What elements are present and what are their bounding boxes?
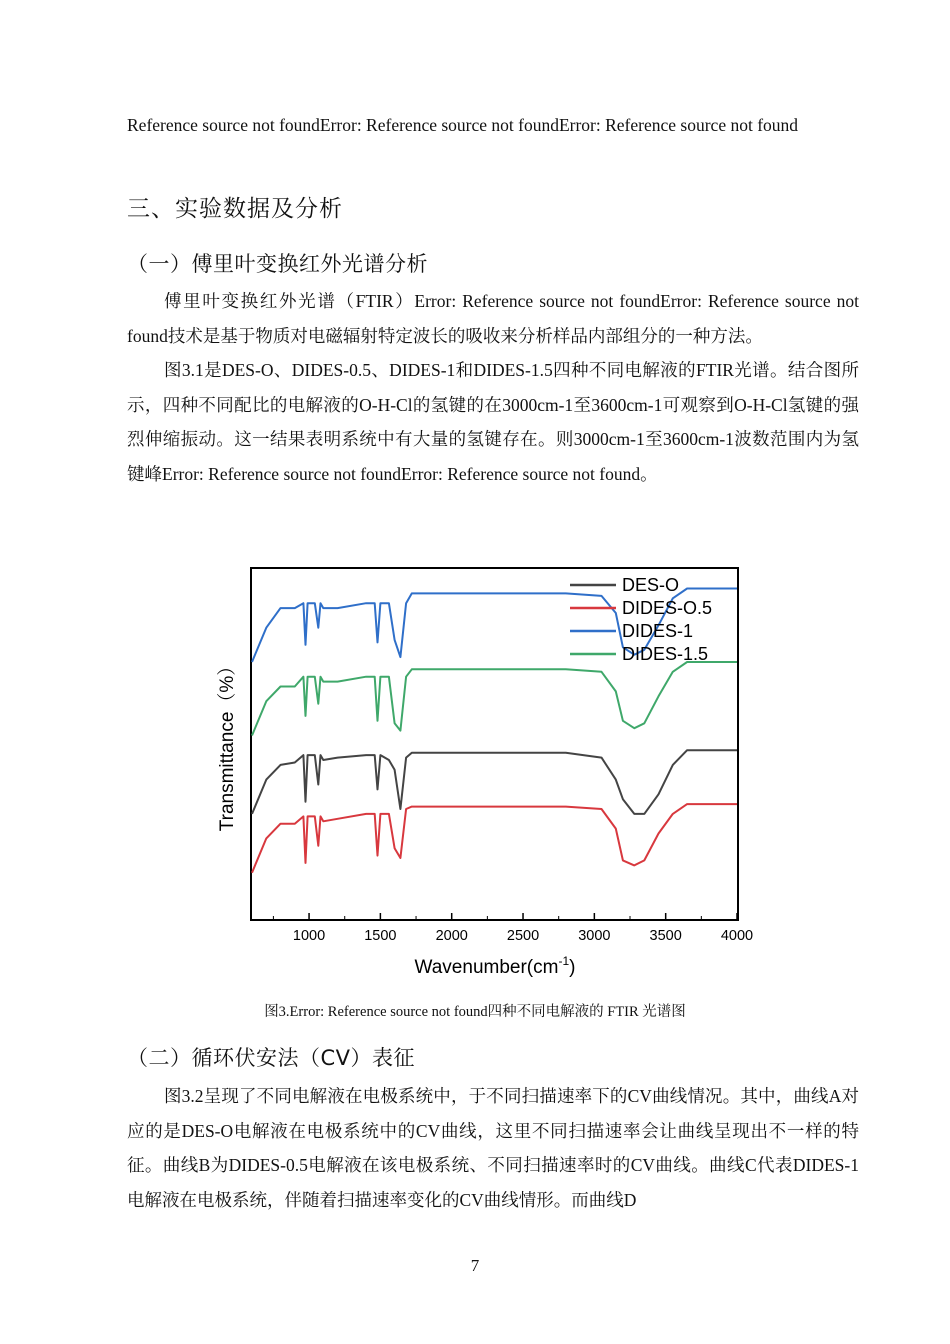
legend-label: DES-O: [622, 575, 680, 595]
intro-paragraph: Reference source not foundError: Reference source not foundError: Reference source not found: [127, 115, 799, 135]
x-axis-label: [415, 954, 576, 978]
paragraph-ftir-intro: 傅里叶变换红外光谱（FTIR）Error: Reference source not foundError: Reference source not found技术是基于物质对电磁辐射特定波长的吸收来分析样品内部组分的一种方法。: [127, 291, 859, 346]
legend-label: DIDES-O.5: [622, 598, 713, 618]
x-axis-label-end: ): [569, 957, 576, 978]
paragraph-ftir-analysis: 图3.1是DES-O、DIDES-0.5、DIDES-1和DIDES-1.5四种不同电解液的FTIR光谱。结合图所示，四种不同配比的电解液的O-H-Cl的氢键的在3000cm-1至3600cm-1可观察到O-H-Cl氢键的强烈伸缩振动。这一结果表明系统中有大量的氢键存在。则3000cm-1至3600cm-1波数范围内为氢键峰Error: Reference source not foundError: Reference source not found。: [127, 360, 859, 484]
figure-caption: 图3.Error: Reference source not found四种不同电解液的 FTIR 光谱图: [264, 1004, 686, 1020]
x-tick-label: 1000: [292, 928, 326, 944]
x-axis-label-main: Wavenumber(cm: [414, 957, 559, 978]
x-tick-label: 2500: [506, 928, 540, 944]
x-tick-label: 3500: [649, 928, 682, 944]
page-number: 7: [470, 1256, 480, 1275]
x-tick-label: 3000: [578, 928, 611, 944]
legend-label: DIDES-1.5: [622, 644, 709, 664]
ftir-chart: [200, 560, 780, 990]
legend-label: DIDES-1: [622, 621, 694, 641]
x-axis-ticks: [273, 913, 753, 944]
x-tick-label: 4000: [720, 928, 754, 944]
ftir-figure: [200, 560, 780, 990]
series-line-des-o: [252, 750, 737, 814]
paragraph-cv: 图3.2呈现了不同电解液在电极系统中，于不同扫描速率下的CV曲线情况。其中，曲线A对应的是DES-O电解液在电极系统中的CV曲线，这里不同扫描速率会让曲线呈现出不一样的特征。曲线B为DIDES-0.5电解液在该电极系统、不同扫描速率时的CV曲线。曲线C代表DIDES-1电解液在电极系统，伴随着扫描速率变化的CV曲线情形。而曲线D: [127, 1086, 859, 1210]
x-tick-label: 1500: [364, 928, 397, 944]
x-tick-label: 2000: [435, 928, 468, 944]
subsection-title-ftir: （一）傅里叶变换红外光谱分析: [127, 252, 428, 276]
series-line-dides-1-5: [252, 662, 737, 736]
series-line-dides-o-5: [252, 804, 737, 873]
x-axis-label-sup: -1: [558, 954, 570, 968]
subsection-title-cv: （二）循环伏安法（CV）表征: [127, 1046, 416, 1070]
section-title: 三、实验数据及分析: [127, 196, 343, 222]
y-axis-label: Transmittance（%）: [217, 656, 238, 832]
